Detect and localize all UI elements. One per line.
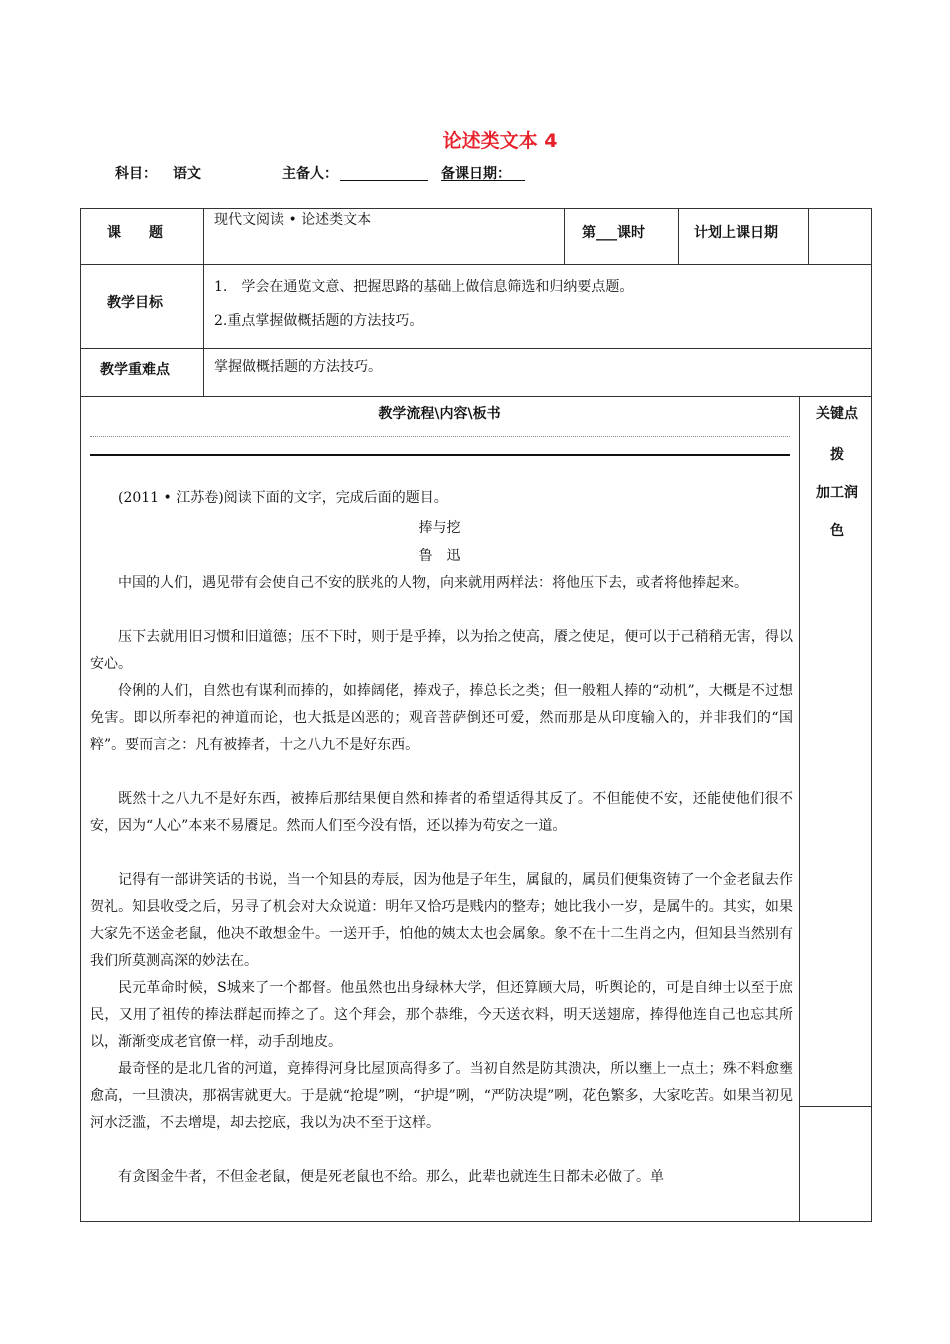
planned-date-label: 计划上课日期 — [694, 225, 778, 241]
flow-header: 教学流程\内容\板书 — [378, 406, 501, 422]
column-divider — [808, 208, 809, 264]
preparer-label: 主备人： — [282, 166, 338, 182]
side-label: 关键点 — [816, 406, 858, 422]
goal-item: 2.重点掌握做概括题的方法技巧。 — [214, 313, 424, 329]
article-paragraph: 伶俐的人们，自然也有谋利而捧的，如捧阔佬，捧戏子，捧总长之类；但一般粗人捧的“动机”，大概是不过想免害。即以所奉祀的神道而论，也大抵是凶恶的；观音菩萨倒还可爱，然而那是从印度输入的，并非我们的“国粹”。要而言之：凡有被捧者，十之八九不是好东西。 — [90, 683, 793, 753]
subject-value: 语文 — [173, 166, 201, 182]
article-title: 捧与挖 — [418, 520, 461, 536]
goal-item: 1. 学会在通览文意、把握思路的基础上做信息筛选和归纳要点题。 — [214, 279, 634, 295]
article-paragraph: 中国的人们，遇见带有会使自己不安的朕兆的人物，向来就用两样法：将他压下去，或者将他捧起来。 — [118, 575, 748, 591]
column-divider — [564, 208, 565, 264]
subject-label: 科目： — [115, 166, 157, 182]
period-label: 第___课时 — [582, 225, 645, 241]
difficulty-label: 教学重难点 — [100, 362, 170, 378]
article-intro: (2011 • 江苏卷)阅读下面的文字，完成后面的题目。 — [118, 490, 448, 506]
article-paragraph: 有贪图金牛者，不但金老鼠，便是死老鼠也不给。那么，此辈也就连生日都未必做了。单 — [118, 1169, 664, 1185]
side-label: 色 — [830, 523, 844, 539]
difficulty-value: 掌握做概括题的方法技巧。 — [214, 359, 382, 375]
date-label: 备课日期： — [441, 166, 511, 182]
date-underline — [441, 180, 525, 181]
row-divider — [80, 348, 872, 349]
column-divider — [678, 208, 679, 264]
goals-label: 教学目标 — [107, 295, 163, 311]
dotted-separator — [90, 436, 790, 437]
article-paragraph: 既然十之八九不是好东西，被捧后那结果便自然和捧者的希望适得其反了。不但能使不安，还能使他们很不安，因为“人心”本来不易餍足。然而人们至今没有悟，还以捧为苟安之一道。 — [90, 791, 793, 834]
article-paragraph: 压下去就用旧习惯和旧道德；压不下时，则于是乎捧，以为抬之使高，餍之使足，便可以于己稍稍无害，得以安心。 — [90, 629, 793, 672]
side-divider — [799, 1106, 872, 1107]
topic-value: 现代文阅读 • 论述类文本 — [214, 212, 372, 228]
side-label: 加工润 — [816, 485, 858, 501]
side-label: 拨 — [830, 447, 844, 463]
row-divider — [80, 264, 872, 265]
column-divider — [203, 208, 204, 396]
article-paragraph: 记得有一部讲笑话的书说，当一个知县的寿辰，因为他是子年生，属鼠的，属员们便集资铸了一个金老鼠去作贺礼。知县收受之后，另寻了机会对大众说道：明年又恰巧是贱内的整寿；她比我小一岁，是属牛的。其实，如果大家先不送金老鼠，他决不敢想金牛。一送开手，怕他的姨太太也会属象。象不在十二生肖之内，但知县当然别有我们所莫测高深的妙法在。 — [90, 872, 793, 969]
content-separator — [90, 454, 790, 456]
row-divider — [80, 396, 872, 397]
column-divider — [799, 396, 800, 1222]
article-paragraph: 最奇怪的是北几省的河道，竟捧得河身比屋顶高得多了。当初自然是防其溃决，所以壅上一点土；殊不料愈壅愈高，一旦溃决，那祸害就更大。于是就“抢堤”咧，“护堤”咧，“严防决堤”咧，花色繁多，大家吃苦。如果当初见河水泛滥，不去增堤，却去挖底，我以为决不至于这样。 — [90, 1061, 793, 1131]
article-author: 鲁 迅 — [418, 548, 461, 564]
page-title: 论述类文本 4 — [442, 130, 558, 152]
article-paragraph: 民元革命时候，S城来了一个都督。他虽然也出身绿林大学，但还算顾大局，听舆论的，可是自绅士以至于庶民，又用了祖传的捧法群起而捧之了。这个拜会，那个恭维，今天送衣料，明天送翅席，捧得他连自己也忘其所以，渐渐变成老官僚一样，动手刮地皮。 — [90, 980, 793, 1050]
preparer-underline — [340, 180, 428, 181]
topic-label: 课 题 — [107, 225, 163, 241]
